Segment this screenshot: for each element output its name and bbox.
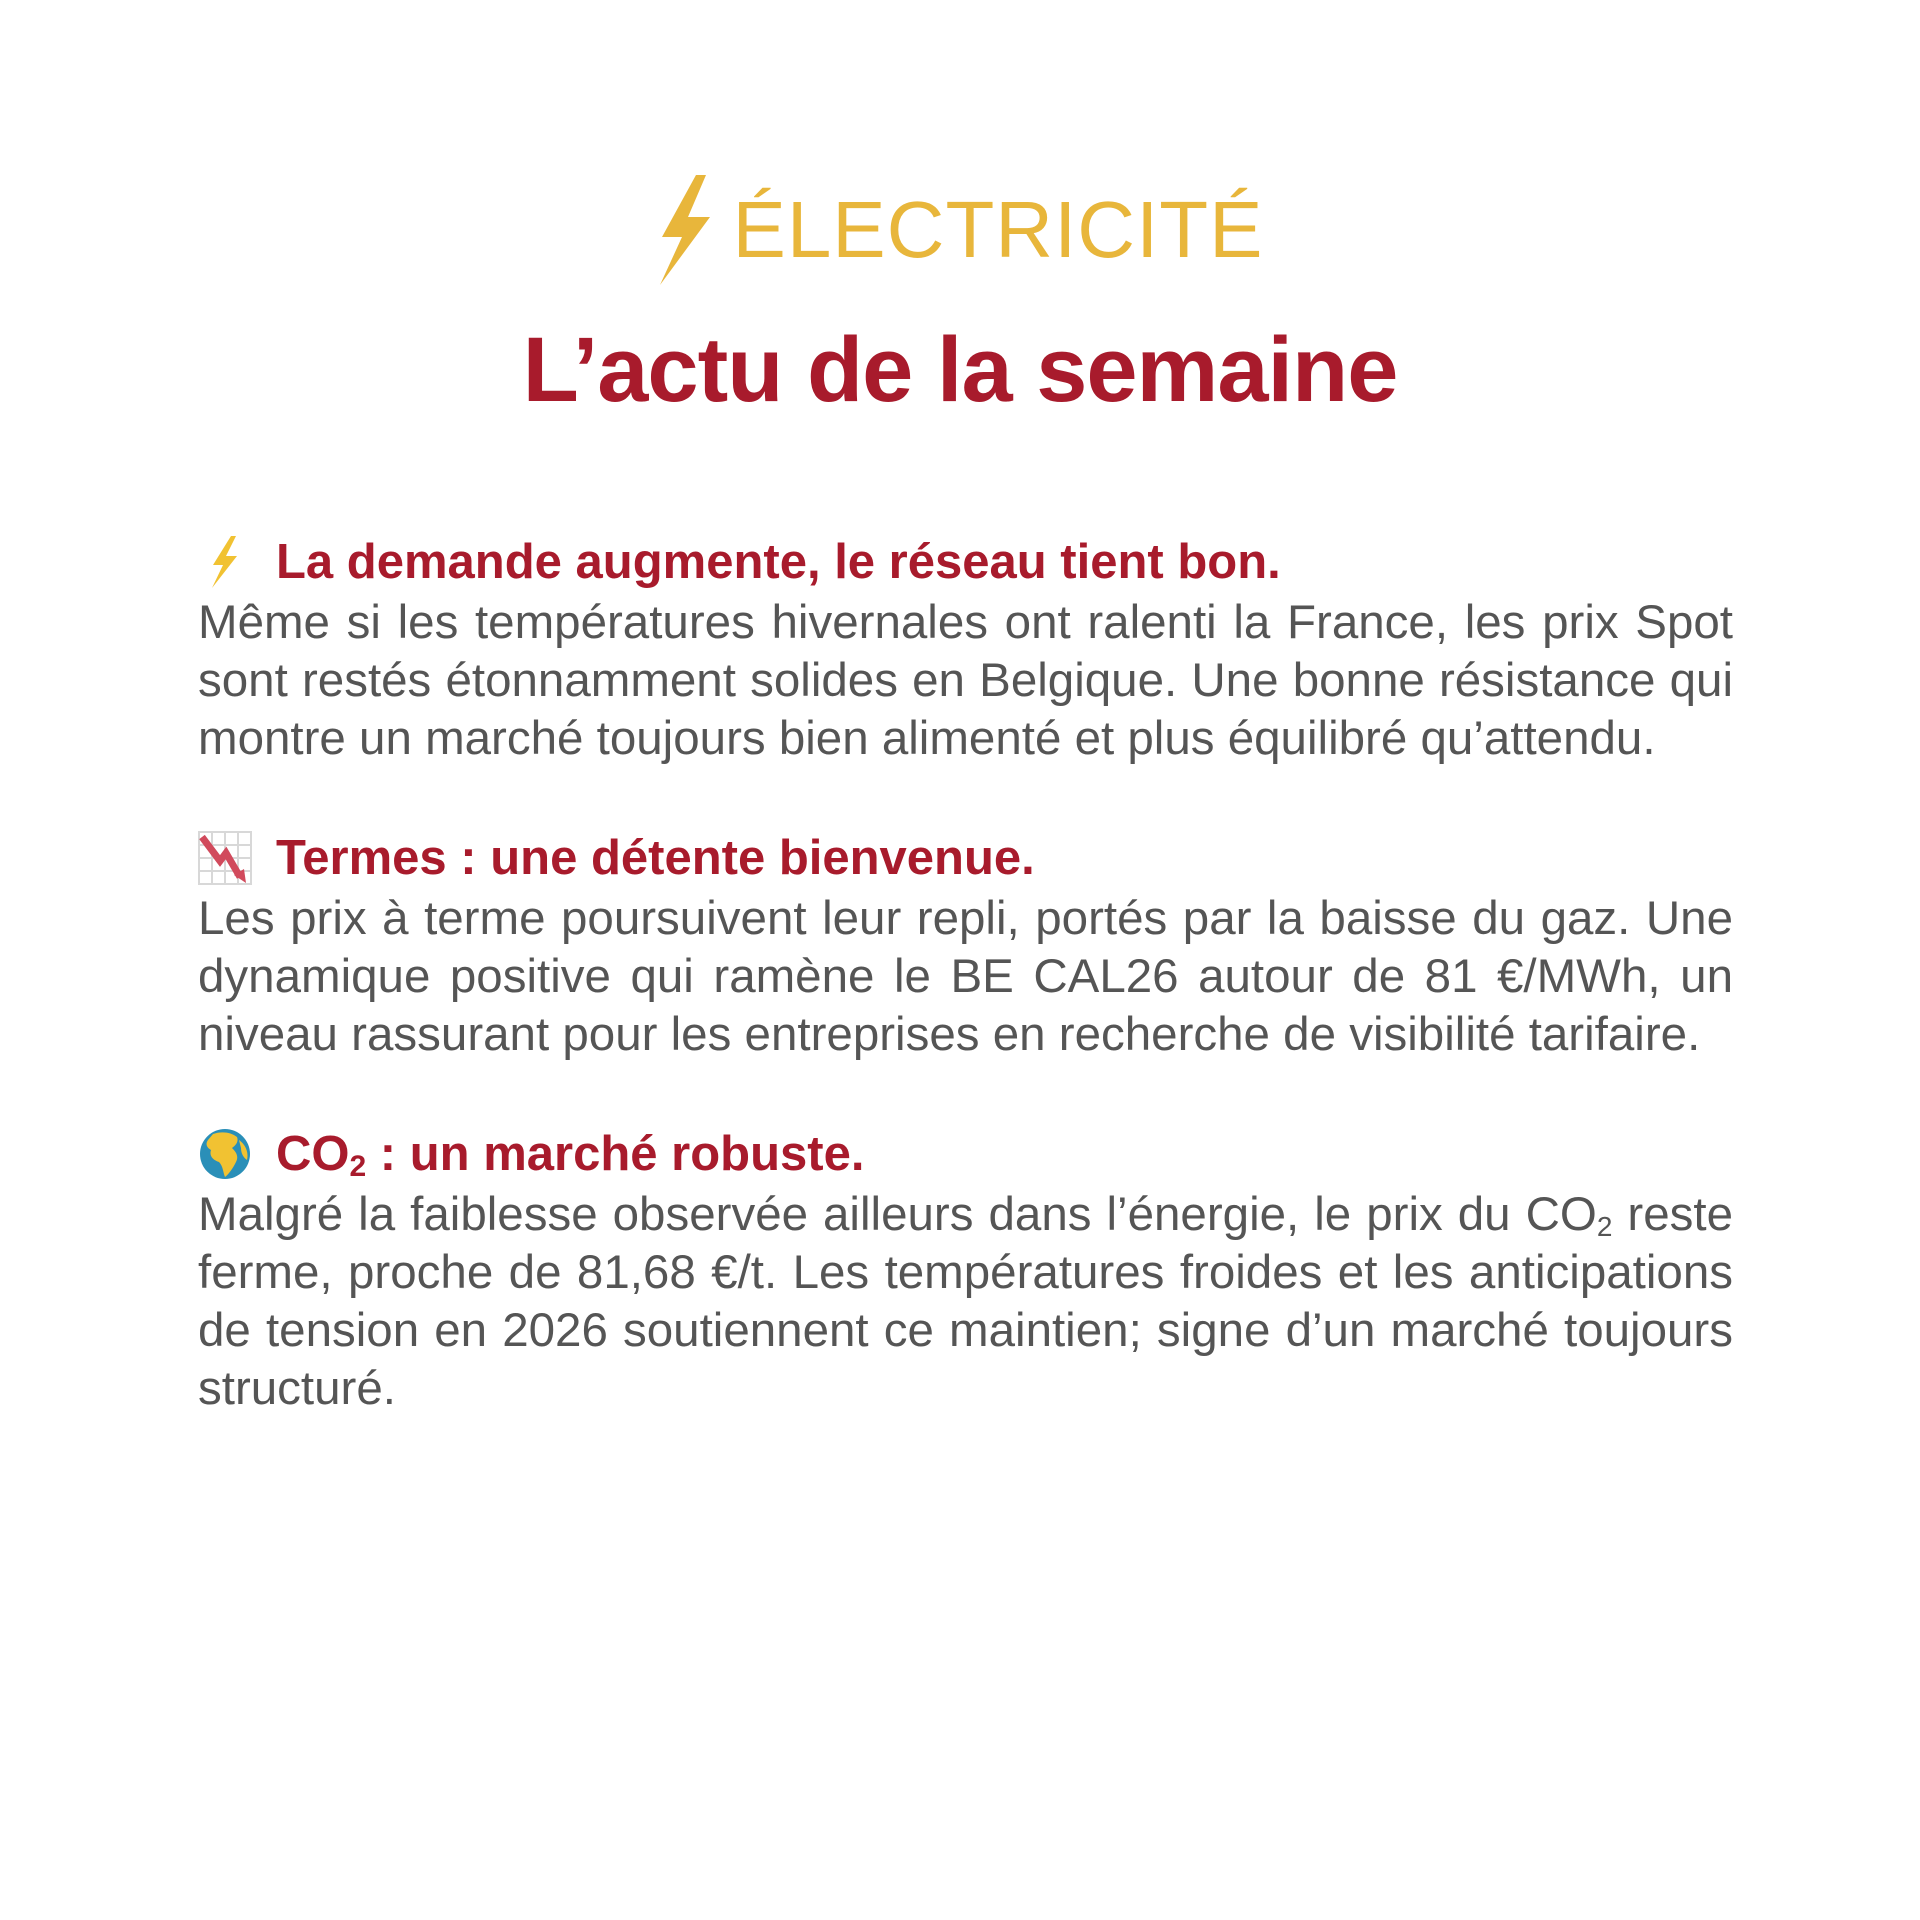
news-item-heading (198, 1122, 1733, 1186)
globe-icon (198, 1127, 252, 1181)
category-label: ÉLECTRICITÉ (732, 185, 1264, 274)
news-item-heading (198, 826, 1733, 890)
news-item-forwards (198, 826, 1733, 1064)
header (0, 175, 1920, 421)
lightning-bolt-icon (198, 535, 252, 589)
news-item-title: Termes : une détente bienvenue. (276, 830, 1035, 885)
news-item-body: Les prix à terme poursuivent leur repli, portés par la baisse du gaz. Une dynamique positive qui ramène le BE CAL26 autour de 81 €/MWh, un niveau rassurant pour les entreprises en recherche de visibilité tarifaire. (198, 892, 1733, 1061)
news-item-body: Malgré la faiblesse observée ailleurs dans l’énergie, le prix du CO2 reste ferme, proche de 81,68 €/t. Les températures froides et les anticipations de tension en 2026 soutiennent ce maintien; signe d’un marché toujours structuré. (198, 1188, 1734, 1415)
news-item-demand (198, 530, 1733, 768)
news-sections (198, 530, 1733, 1476)
lightning-bolt-icon (656, 175, 714, 285)
news-item-title: La demande augmente, le réseau tient bon. (276, 534, 1281, 589)
chart-decreasing-icon (198, 831, 252, 885)
news-item-co2 (198, 1122, 1733, 1418)
category-kicker (656, 175, 1263, 285)
page-title: L’actu de la semaine (522, 319, 1398, 421)
news-item-title: $CO_2$ : un marché robuste. (276, 1126, 865, 1183)
news-item-heading (198, 530, 1733, 594)
news-item-body: Même si les températures hivernales ont ralenti la France, les prix Spot sont restés étonnamment solides en Belgique. Une bonne résistance qui montre un marché toujours bien alimenté et plus équilibré qu’attendu. (198, 596, 1733, 765)
